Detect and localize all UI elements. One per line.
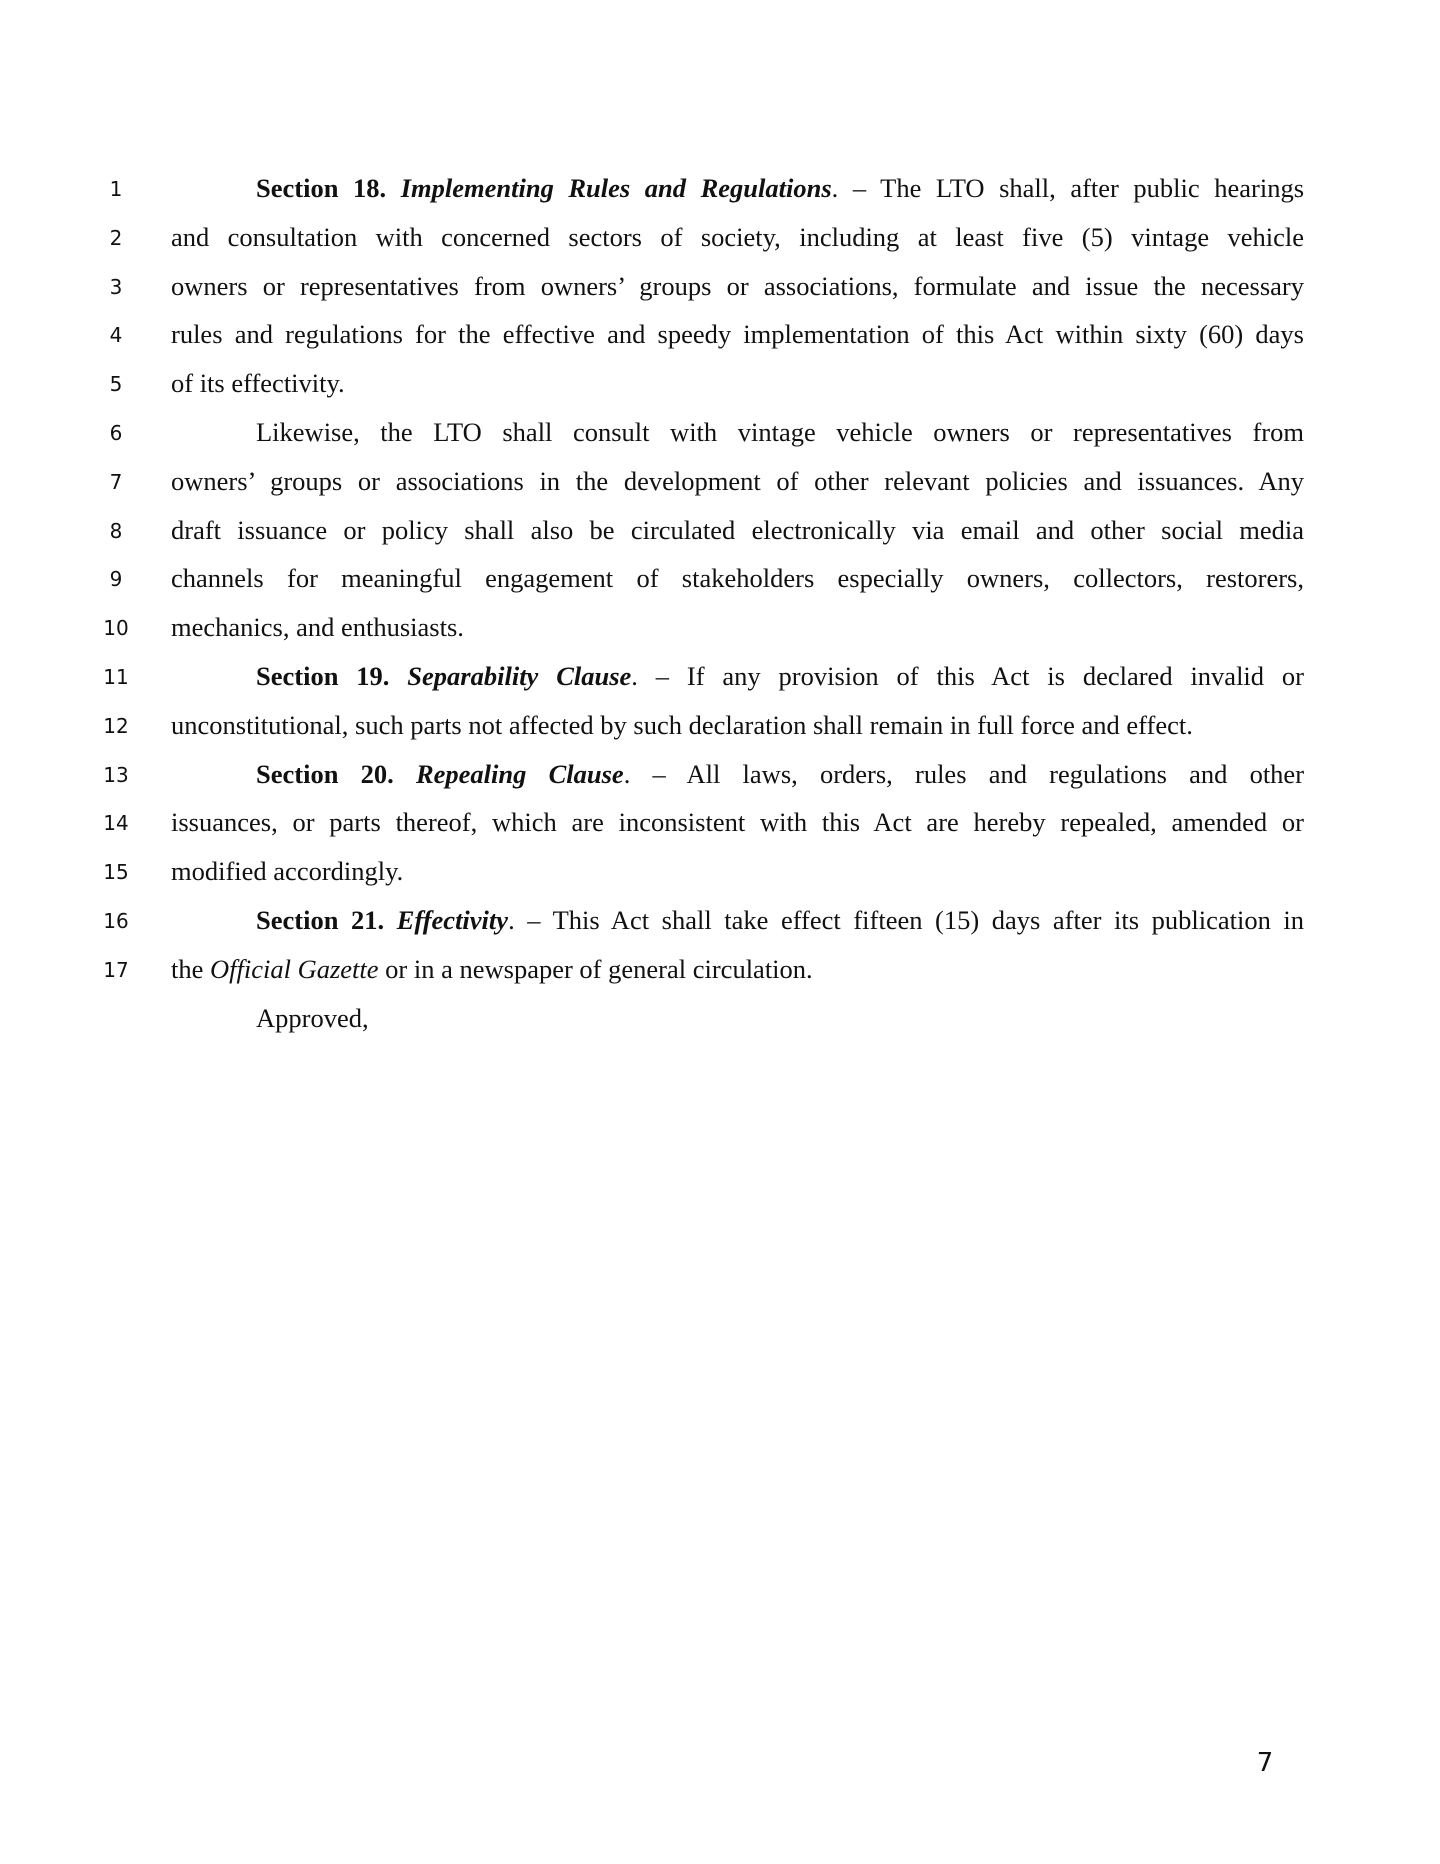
line-number: 13 [103,763,129,787]
line-number: 8 [109,519,123,543]
text-line [171,709,1304,741]
italic-text: Official Gazette [210,954,379,984]
text-line [256,660,1304,692]
section-heading: Implementing Rules and Regulations [400,173,832,203]
text-line [171,855,1304,887]
line-number: 3 [109,275,123,299]
line-number: 6 [109,421,123,445]
text-line [171,465,1304,497]
text-line [171,953,1304,985]
text-line [171,367,1304,399]
body-text: modified accordingly. [171,856,404,886]
text-line [256,904,1304,936]
body-text: unconstitutional, such parts not affected by such declaration shall remain in full force and effect. [171,710,1193,740]
section-label: Section 18. [256,173,401,203]
text-line [256,172,1304,204]
text-line [171,611,1304,643]
body-text: or in a newspaper of general circulation. [378,954,813,984]
body-text: rules and regulations for the effective and speedy implementation of this Act within sixty (60) days [171,319,1304,349]
body-text: mechanics, and enthusiasts. [171,612,464,642]
closing-approved: Approved, [256,1003,369,1033]
body-text: the [171,954,210,984]
text-line [171,562,1304,594]
body-text: issuances, or parts thereof, which are inconsistent with this Act are hereby repealed, amended or [171,807,1304,837]
line-number: 4 [109,323,123,347]
body-text: owners’ groups or associations in the development of other relevant policies and issuances. Any [171,466,1304,496]
section-heading: Repealing Clause [415,759,624,789]
line-number: 9 [109,567,123,591]
body-text: Likewise, the LTO shall consult with vintage vehicle owners or representatives from [256,417,1304,447]
body-text: and consultation with concerned sectors of society, including at least five (5) vintage vehicle [171,222,1304,252]
text-line [171,806,1304,838]
line-number: 17 [103,958,129,982]
text-line [171,270,1304,302]
text-line [171,318,1304,350]
body-text: . – The LTO shall, after public hearings [831,173,1305,203]
page-number: 7 [1256,1748,1274,1778]
line-number: 14 [103,811,129,835]
section-label: Section 21. [256,905,397,935]
line-number: 10 [103,616,129,640]
body-text: draft issuance or policy shall also be circulated electronically via email and other social media [171,515,1304,545]
body-text: channels for meaningful engagement of stakeholders especially owners, collectors, restorers, [171,563,1304,593]
section-heading: Effectivity [396,905,509,935]
body-text: . – This Act shall take effect fifteen (15) days after its publication in [508,905,1304,935]
line-number: 5 [109,372,123,396]
section-heading: Separability Clause [407,661,632,691]
text-line [256,416,1304,448]
text-line [256,758,1304,790]
section-label: Section 20. [256,759,416,789]
line-number: 2 [109,226,123,250]
body-text: of its effectivity. [171,368,345,398]
line-number: 15 [103,860,129,884]
line-number: 1 [109,177,123,201]
line-number: 11 [103,665,129,689]
line-number: 12 [103,714,129,738]
line-number: 7 [109,470,123,494]
text-line [171,221,1304,253]
line-number: 16 [103,909,129,933]
body-text: . – All laws, orders, rules and regulations and other [623,759,1305,789]
text-line [171,514,1304,546]
body-text: . – If any provision of this Act is declared invalid or [631,661,1304,691]
section-label: Section 19. [256,661,408,691]
body-text: owners or representatives from owners’ groups or associations, formulate and issue the necessary [171,271,1304,301]
